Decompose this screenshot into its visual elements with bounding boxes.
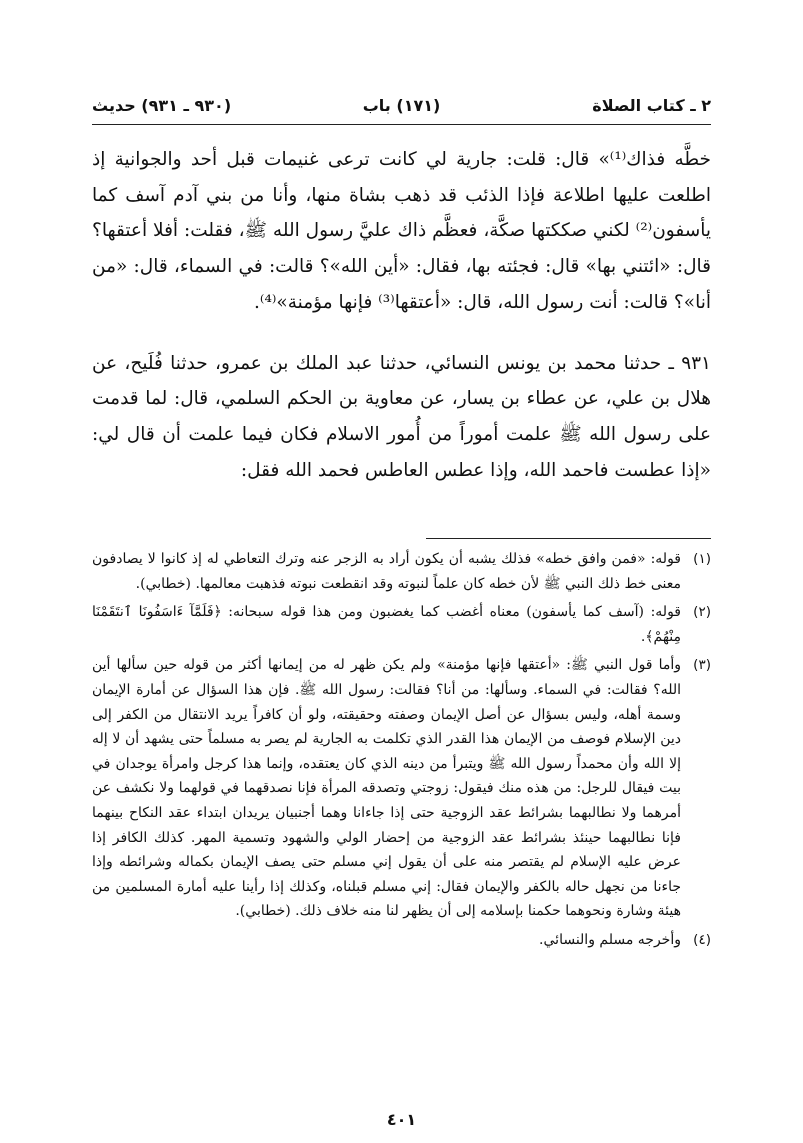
footnote-text: قوله: (آسف كما يأسفون) معناه أغضب كما يغضبون ومن هذا قوله سبحانه: ﴿فَلَمَّآ ءَاسَفُونَا ٱنتَقَمْنَا مِنْهُمْ﴾. xyxy=(92,604,681,645)
footnote-2 xyxy=(92,600,711,649)
footnote-number: (٣) xyxy=(693,657,711,674)
footnote-text: قوله: «فمن وافق خطه» فذلك يشبه أن يكون أراد به الزجر عنه وترك التعاطي له إذ كانوا لا يصادفون معنى خط ذلك النبي ﷺ لأن خطه كان علماً لنبوته وقد انقطعت نبوته فذهبت معالمها. (خطابي). xyxy=(92,551,681,592)
footnote-number: (٤) xyxy=(693,931,711,948)
footnote-separator xyxy=(426,538,711,539)
footnote-3 xyxy=(92,653,711,924)
footnote-1 xyxy=(92,547,711,596)
paragraph-continuation: خطَّه فذاك⁽¹⁾» قال: قلت: جارية لي كانت ترعى غنيمات قبل أحد والجوانية إذ اطلعت عليها اطلاعة فإذا الذئب قد ذهب بشاة منها، وأنا من بني آدم آسف كما يأسفون⁽²⁾ لكني صككتها صكَّة، فعظَّم ذاك عليَّ رسول الله ﷺ، فقلت: أفلا أعتقها؟ قال: «ائتني بها» قال: فجئته بها، فقال: «أين الله»؟ قالت: في السماء، قال: «من أنا»؟ قالت: أنت رسول الله، قال: «أعتقها⁽³⁾ فإنها مؤمنة»⁽⁴⁾. xyxy=(92,149,711,313)
footnote-4 xyxy=(92,928,711,953)
main-text xyxy=(92,142,711,488)
page-number: ٤٠١ xyxy=(386,1110,417,1129)
header-rule xyxy=(92,124,711,125)
paragraph-hadith-931: ٩٣١ ـ حدثنا محمد بن يونس النسائي، حدثنا عبد الملك بن عمرو، حدثنا فُلَيح، عن هلال بن علي، عن عطاء بن يسار، عن معاوية بن الحكم السلمي، قال: لما قدمت على رسول الله ﷺ علمت أموراً من أُمور الاسلام فكان فيما علمت أن قال لي: «إذا عطست فاحمد الله، وإذا عطس العاطس فحمد الله فقل: xyxy=(92,352,711,481)
footnotes xyxy=(92,547,711,957)
header-section: (١٧١) باب xyxy=(362,96,441,115)
footnote-number: (٢) xyxy=(693,604,711,621)
header-hadith-range: (٩٣٠ ـ ٩٣١) حديث xyxy=(92,96,232,115)
footnote-text: وأخرجه مسلم والنسائي. xyxy=(539,931,681,948)
running-header xyxy=(92,96,711,122)
footnote-text: وأما قول النبي ﷺ: «أعتقها فإنها مؤمنة» ولم يكن ظهر له من إيمانها أكثر من قوله حين سألها أين الله؟ فقالت: في السماء. وسألها: من أنا؟ فقالت: رسول الله ﷺ. فإن هذا السؤال عن أمارة الإيمان وسمة أهله، وليس بسؤال عن أصل الإيمان وصفته وحقيقته، ولو أن كافراً يريد الانتقال من الكفر إلى دين الإسلام فوصف من الإيمان هذا القدر الذي تكلمت به الجارية لم يصر به مسلماً حتى يشهد أن لا إله إلا الله وأن محمداً رسول الله ﷺ ويتبرأ من دينه الذي كان يعتقده، وإنما هذا كرجل وامرأة يوجدان في بيت فيقال للرجل: من هذه منك فيقول: زوجتي وتصدقه المرأة فإنا نصدقهما في قولهما ولا نكشف عن أمرهما ولا نطالبهما بشرائط عقد الزوجية حتى إذا جاءانا وهما أجنبيان يريدان ابتداء عقد النكاح بينهما فإنا نطالبهما حينئذ بشرائط عقد الزوجية من إحضار الولي والشهود وتسمية المهر. كذلك الكافر إذا عرض عليه الإسلام لم يقتصر منه على أن يقول إني مسلم حتى يصف الإيمان بكماله وشرائطه وإذا جاءنا من نجهل حاله بالكفر والإيمان فقال: إني مسلم قبلناه، وكذلك إذا رأينا عليه أمارة المسلمين من هيئة وشارة ونحوهما حكمنا بإسلامه إلى أن يظهر لنا منه خلاف ذلك. (خطابي). xyxy=(92,657,681,920)
header-chapter: ٢ ـ كتاب الصلاة xyxy=(592,96,711,115)
footnote-number: (١) xyxy=(693,551,711,567)
